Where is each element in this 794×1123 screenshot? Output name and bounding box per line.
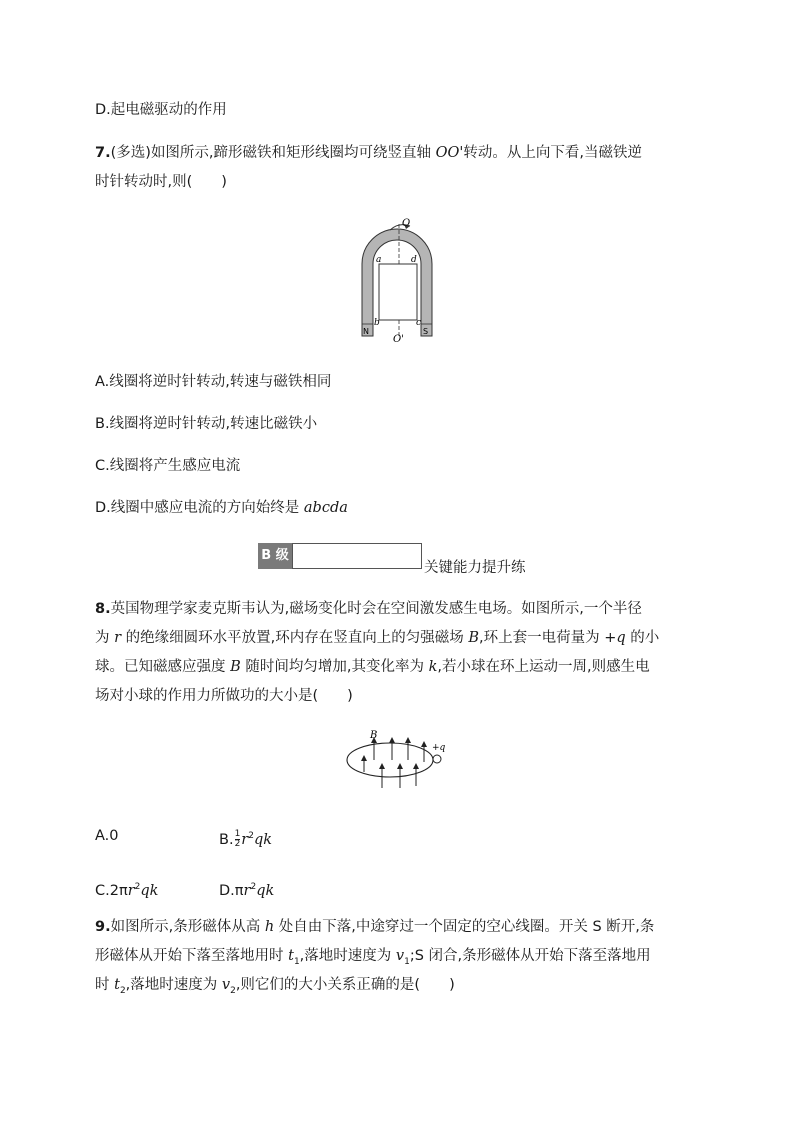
var-b: B [468, 630, 480, 646]
t: 的绝缘细圆环水平放置,环内存在竖直向上的匀强磁场 [121, 630, 469, 646]
frac-den: 2 [234, 839, 241, 850]
var-r: r [114, 630, 122, 646]
q8-number: 8. [95, 601, 111, 617]
label-n: N [363, 327, 369, 336]
label-c: c [416, 318, 422, 328]
q7-text-a: 如图所示,蹄形磁铁和矩形线圈均可绕竖直轴 [150, 145, 436, 161]
q8-stem-line3 [95, 657, 650, 677]
q7-text-b: 转动。从上向下看,当磁铁逆 [463, 145, 643, 161]
t: 为 [95, 630, 115, 646]
q8-text-1: 英国物理学家麦克斯韦认为,磁场变化时会在空间激发感生电场。如图所示,一个半径 [110, 601, 642, 617]
var-t: t [288, 948, 294, 964]
section-title: 关键能力提升练 [424, 560, 526, 576]
sub: 1 [404, 956, 410, 967]
q6-option-d: D.起电磁驱动的作用 [95, 102, 227, 118]
t: ,若小球在环上运动一周,则感生电 [437, 659, 650, 675]
t: 随时间均匀增加,其变化率为 [240, 659, 429, 675]
label-b-field: B [370, 730, 378, 741]
var-q: q [616, 630, 626, 646]
label-charge: +q [432, 743, 446, 753]
q7-multi-tag: (多选) [110, 145, 151, 161]
insulated-ring [347, 743, 433, 777]
exp: 2 [250, 882, 257, 892]
q7-option-d-path: abcda [303, 500, 348, 516]
q7-option-d [95, 498, 348, 518]
label-a: a [376, 255, 382, 265]
label-s: S [423, 327, 429, 336]
t: 形磁体从开始下落至落地用时 [95, 948, 289, 964]
var-h: h [264, 919, 275, 935]
q7-axis: OO' [435, 145, 464, 161]
var-r: r [241, 831, 249, 848]
opt-label: C.2π [95, 882, 128, 899]
exp: 2 [134, 882, 141, 892]
q8-option-b [219, 826, 272, 850]
section-box [292, 543, 422, 569]
q8-option-d [219, 877, 274, 901]
label-o-top: O [402, 218, 411, 229]
var-v: v [395, 948, 405, 964]
q8-stem-line1 [95, 599, 642, 619]
label-o-bottom: O' [393, 334, 404, 345]
var-qk: qk [253, 831, 273, 848]
var-t: t [114, 977, 120, 993]
exp: 2 [248, 831, 254, 841]
t: 时 [95, 977, 115, 993]
q7-number: 7. [95, 145, 111, 161]
t: 处自由下落,中途穿过一个固定的空心线圈。开关 S 断开,条 [274, 919, 655, 935]
q8-figure [344, 728, 448, 794]
q7-option-d-text: D.线圈中感应电流的方向始终是 [95, 500, 304, 516]
fraction-half [235, 830, 241, 849]
q9-stem-line2 [95, 946, 651, 972]
q7-option-c: C.线圈将产生感应电流 [95, 458, 241, 474]
t: 的小 [625, 630, 660, 646]
var-qk: qk [140, 882, 159, 899]
var-v: v [221, 977, 231, 993]
q9-stem-line1 [95, 917, 654, 937]
sub: 1 [293, 956, 300, 967]
sub: 2 [230, 985, 236, 996]
t: ,落地时速度为 [299, 948, 396, 964]
q7-figure [350, 212, 444, 346]
q7-option-b: B.线圈将逆时针转动,转速比磁铁小 [95, 416, 318, 432]
q7-stem-line1 [95, 143, 642, 163]
q8-stem-line4: 场对小球的作用力所做功的大小是( ) [95, 688, 353, 704]
sub: 2 [119, 985, 126, 996]
opt-label: D.π [219, 882, 244, 899]
frac-num: 1 [234, 829, 241, 840]
label-b: b [374, 318, 380, 328]
var-r: r [243, 882, 251, 899]
q8-stem-line2 [95, 628, 659, 648]
q9-stem-line3 [95, 975, 455, 1001]
opt-label: B. [219, 831, 234, 848]
t: 如图所示,条形磁体从高 [110, 919, 265, 935]
section-banner [258, 543, 422, 569]
t: ;S 闭合,条形磁体从开始下落至落地用 [409, 948, 651, 964]
t: ,则它们的大小关系正确的是( ) [235, 977, 455, 993]
magnetic-field-lines [364, 740, 424, 788]
rectangular-coil [379, 264, 417, 320]
q7-option-a: A.线圈将逆时针转动,转速与磁铁相同 [95, 374, 332, 390]
var-b: B [230, 659, 241, 675]
var-qk: qk [256, 882, 275, 899]
var-r: r [127, 882, 135, 899]
charged-ball [433, 755, 441, 763]
t: ,落地时速度为 [125, 977, 222, 993]
q7-stem-line2: 时针转动时,则( ) [95, 174, 227, 190]
q8-option-a: A.0 [95, 828, 119, 844]
q8-option-c [95, 877, 158, 901]
t: ,环上套一电荷量为 + [479, 630, 617, 646]
var-k: k [428, 659, 438, 675]
t: 球。已知磁感应强度 [95, 659, 231, 675]
section-level-tag: B 级 [258, 543, 292, 569]
label-d: d [411, 255, 417, 265]
q9-number: 9. [95, 919, 111, 935]
